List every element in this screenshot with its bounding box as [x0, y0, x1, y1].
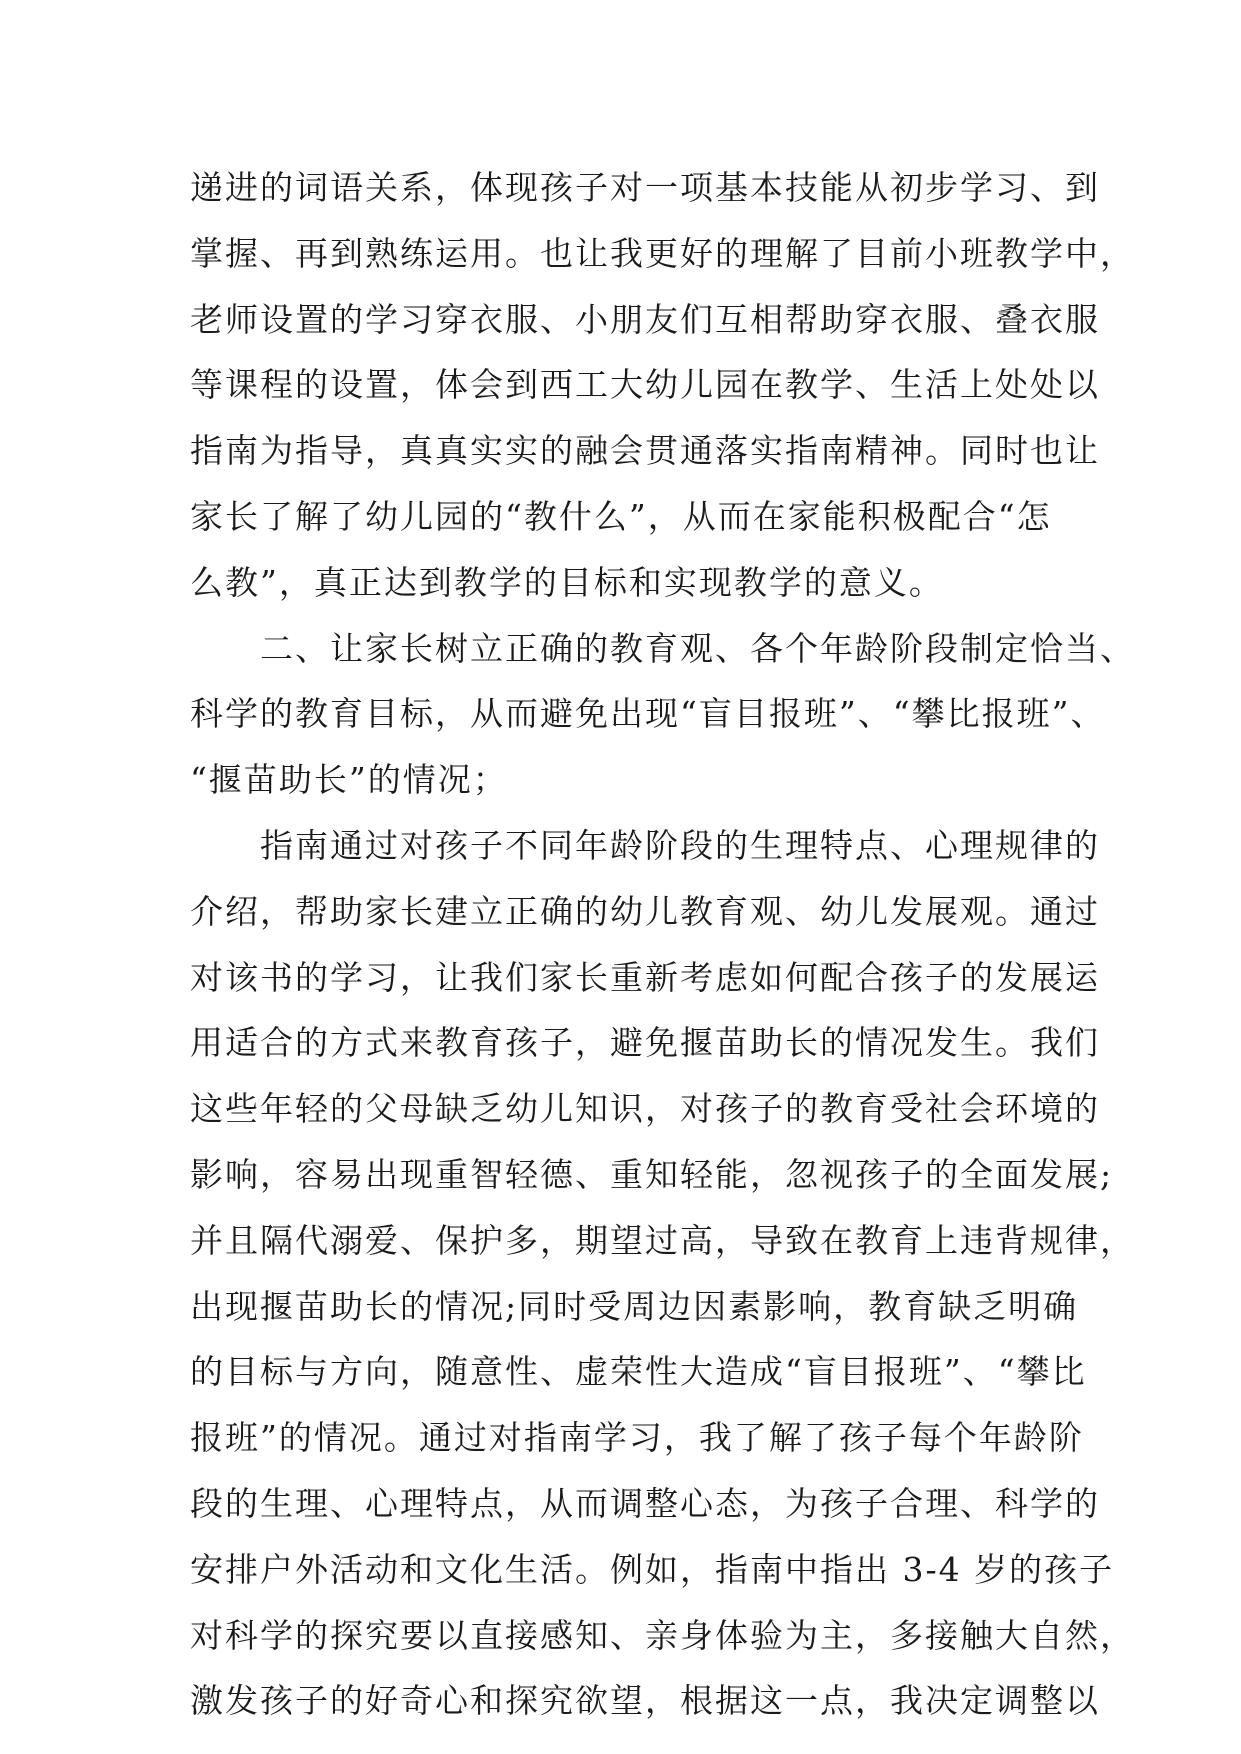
- text-line: 家长了解了幼儿园的“教什么”，从而在家能积极配合“怎: [190, 496, 1052, 536]
- text-line: 指南为指导，真真实实的融会贯通落实指南精神。同时也让: [190, 431, 1100, 471]
- text-line: 掌握、再到熟练运用。也让我更好的理解了目前小班教学中，: [190, 233, 1135, 273]
- text-line: 的目标与方向，随意性、虚荣性大造成“盲目报班”、“攀比: [190, 1352, 1087, 1392]
- text-line: 介绍，帮助家长建立正确的幼儿教育观、幼儿发展观。通过: [190, 891, 1100, 931]
- text-line: 影响，容易出现重智轻德、重知轻能，忽视孩子的全面发展;: [190, 1154, 1114, 1194]
- text-line: 并且隔代溺爱、保护多，期望过高，导致在教育上违背规律，: [190, 1220, 1135, 1260]
- text-line: 出现揠苗助长的情况;同时受周边因素影响，教育缺乏明确: [190, 1286, 1079, 1326]
- text-line: 老师设置的学习穿衣服、小朋友们互相帮助穿衣服、叠衣服: [190, 299, 1100, 339]
- text-line: 段的生理、心理特点，从而调整心态，为孩子合理、科学的: [190, 1483, 1100, 1523]
- section-heading-line: 二、让家长树立正确的教育观、各个年龄阶段制定恰当、: [190, 628, 1135, 668]
- text-line: 等课程的设置，体会到西工大幼儿园在教学、生活上处处以: [190, 365, 1100, 405]
- text-line: 用适合的方式来教育孩子，避免揠苗助长的情况发生。我们: [190, 1023, 1100, 1063]
- text-line: 对科学的探究要以直接感知、亲身体验为主，多接触大自然，: [190, 1615, 1135, 1655]
- text-line: 指南通过对孩子不同年龄阶段的生理特点、心理规律的: [190, 825, 1100, 865]
- body-text: [190, 163, 1135, 1742]
- text-line: 激发孩子的好奇心和探究欲望，根据这一点，我决定调整以: [190, 1681, 1100, 1721]
- text-line: 对该书的学习，让我们家长重新考虑如何配合孩子的发展运: [190, 957, 1100, 997]
- text-line: 安排户外活动和文化生活。例如，指南中指出 3-4 岁的孩子: [190, 1549, 1115, 1589]
- section-heading-line: “揠苗助长”的情况；: [190, 760, 508, 800]
- text-line: 么教”，真正达到教学的目标和实现教学的意义。: [190, 562, 944, 602]
- section-heading-line: 科学的教育目标，从而避免出现“盲目报班”、“攀比报班”、: [190, 694, 1106, 734]
- text-line: 递进的词语关系，体现孩子对一项基本技能从初步学习、到: [190, 168, 1100, 207]
- text-line: 报班”的情况。通过对指南学习，我了解了孩子每个年龄阶: [190, 1418, 1084, 1458]
- text-line: 这些年轻的父母缺乏幼儿知识，对孩子的教育受社会环境的: [190, 1089, 1100, 1129]
